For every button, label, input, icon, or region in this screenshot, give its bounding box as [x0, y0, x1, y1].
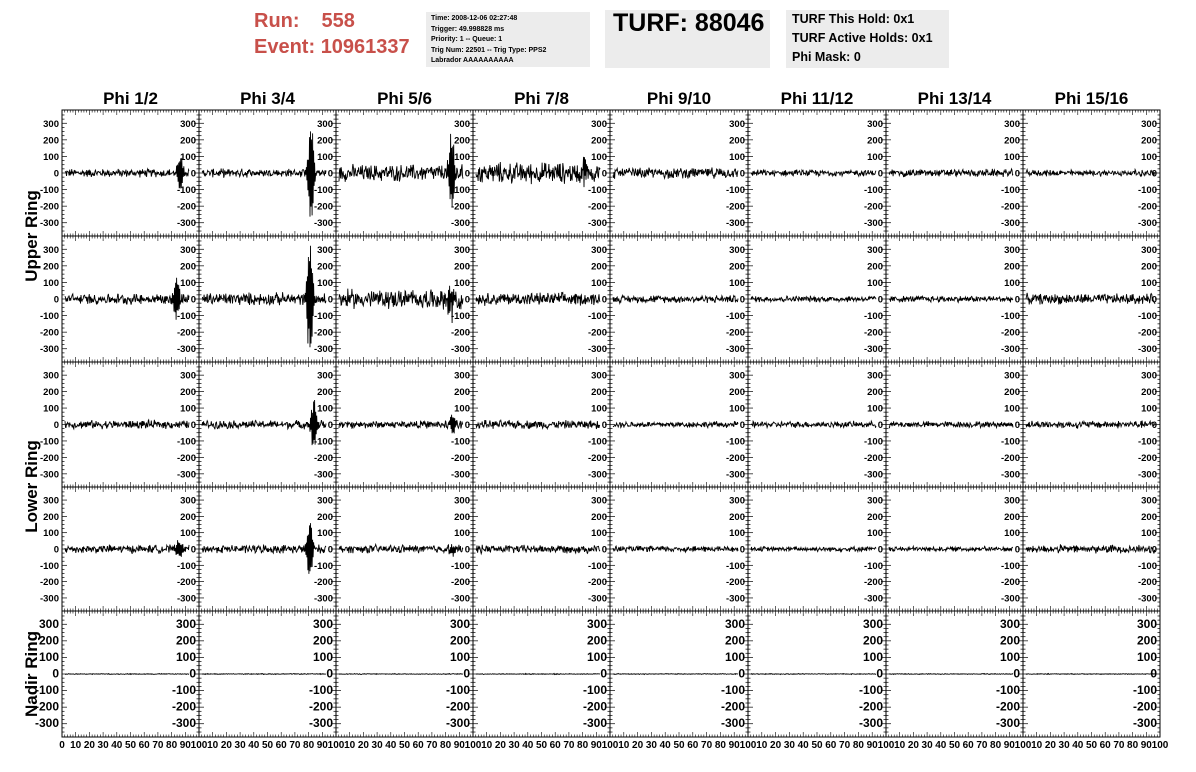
y-tick-label: 300 — [180, 118, 196, 130]
row-label: Lower Ring — [22, 440, 41, 533]
y-tick-label: -200 — [1000, 327, 1020, 339]
y-tick-label: 0 — [739, 294, 745, 306]
y-tick-label: -300 — [313, 593, 333, 605]
y-tick-label: 100 — [43, 277, 59, 289]
y-tick-label: 100 — [591, 277, 607, 289]
y-tick-label: -200 — [39, 452, 59, 464]
y-tick-label: 100 — [1004, 277, 1020, 289]
y-tick-label: -300 — [176, 344, 196, 356]
y-tick-label: 100 — [1141, 277, 1157, 289]
y-tick-label: 100 — [591, 403, 607, 415]
y-tick-label: -300 — [313, 344, 333, 356]
y-tick-label: -300 — [450, 218, 470, 230]
y-tick-label: 0 — [739, 168, 745, 180]
y-tick-label: -300 — [176, 469, 196, 481]
y-tick-label: -200 — [450, 327, 470, 339]
y-tick-label: 0 — [53, 544, 59, 556]
y-tick-label: -100 — [39, 311, 59, 323]
y-tick-label: -200 — [1137, 327, 1157, 339]
info-trignum: Trig Num: 22501 -- Trig Type: PPS2 — [431, 46, 547, 54]
waveform-series — [613, 546, 738, 552]
y-tick-label: 200 — [729, 135, 745, 147]
y-tick-label: 200 — [317, 511, 333, 523]
y-tick-label: 200 — [729, 387, 745, 399]
y-tick-label: -100 — [1137, 436, 1157, 448]
y-tick-label: -100 — [313, 185, 333, 197]
y-tick-label: -100 — [725, 436, 745, 448]
y-tick-label: 300 — [43, 118, 59, 130]
y-tick-label: -300 — [863, 469, 883, 481]
y-tick-label: -100 — [1137, 185, 1157, 197]
waveform-series — [1026, 421, 1155, 429]
waveform-series — [1026, 170, 1155, 177]
waveform-series — [476, 157, 600, 187]
y-tick-label: -100 — [39, 560, 59, 572]
y-tick-label: -100 — [176, 311, 196, 323]
y-tick-label: 300 — [867, 118, 883, 130]
column-header: Phi 13/14 — [917, 89, 992, 108]
y-tick-label: 0 — [1014, 420, 1020, 431]
y-tick-label: -100 — [725, 185, 745, 197]
waveform-series — [1026, 293, 1155, 305]
y-tick-label: 200 — [317, 135, 333, 147]
y-tick-label: -100 — [313, 311, 333, 323]
y-tick-label: 0 — [464, 420, 470, 431]
y-tick-label: 300 — [317, 118, 333, 130]
waveform-series — [339, 544, 463, 557]
y-tick-label: -100 — [1000, 185, 1020, 197]
waveform-series — [65, 158, 189, 188]
y-tick-label: 300 — [1004, 118, 1020, 130]
y-tick-label: -200 — [587, 577, 607, 589]
waveform-series — [751, 421, 876, 428]
y-tick-label: 100 — [317, 403, 333, 415]
y-tick-label: 100 — [729, 528, 745, 540]
y-tick-label: 300 — [1141, 244, 1157, 256]
column-header: Phi 9/10 — [646, 89, 712, 108]
y-tick-label: 300 — [591, 244, 607, 256]
y-tick-label: -100 — [1137, 311, 1157, 323]
y-tick-label: -100 — [863, 311, 883, 323]
waveform-series — [202, 400, 326, 445]
y-tick-label: 200 — [591, 511, 607, 523]
y-tick-label: 200 — [454, 511, 470, 523]
y-tick-label: 300 — [591, 370, 607, 382]
waveform-series — [65, 420, 189, 429]
y-tick-label: -300 — [863, 218, 883, 230]
y-tick-label: -100 — [587, 185, 607, 197]
y-tick-label: -300 — [313, 469, 333, 481]
y-tick-label: 300 — [317, 495, 333, 507]
y-tick-label: 100 — [43, 528, 59, 540]
y-tick-label: 0 — [464, 544, 470, 556]
y-tick-label: 0 — [601, 544, 607, 556]
y-tick-label: -200 — [176, 577, 196, 589]
y-tick-label: -200 — [725, 452, 745, 464]
waveform-series — [65, 540, 189, 557]
y-tick-label: -200 — [39, 327, 59, 339]
y-tick-label: 200 — [729, 261, 745, 273]
y-tick-label: 100 — [1004, 151, 1020, 163]
waveform-series — [613, 168, 738, 179]
y-tick-label: -200 — [587, 327, 607, 339]
y-tick-label: 200 — [867, 135, 883, 147]
y-tick-label: -300 — [313, 218, 333, 230]
y-tick-label: 200 — [867, 261, 883, 273]
y-tick-label: 300 — [729, 495, 745, 507]
column-header: Phi 3/4 — [240, 89, 295, 108]
y-tick-label: 200 — [180, 261, 196, 273]
y-tick-label: 0 — [1014, 168, 1020, 180]
row-label: Upper Ring — [22, 190, 41, 282]
y-tick-label: -200 — [725, 327, 745, 339]
y-tick-label: 0 — [190, 168, 196, 180]
y-tick-label: -300 — [450, 593, 470, 605]
y-tick-label: -100 — [176, 436, 196, 448]
info-trigger: Trigger: 49.998828 ms — [431, 25, 505, 33]
y-tick-label: 300 — [180, 495, 196, 507]
y-tick-label: -200 — [1000, 452, 1020, 464]
y-tick-label: 300 — [317, 370, 333, 382]
waveform-series — [751, 170, 876, 177]
y-tick-label: 0 — [1151, 294, 1157, 306]
column-header: Phi 7/8 — [514, 89, 569, 108]
turf-active-holds: TURF Active Holds: 0x1 — [792, 31, 933, 45]
y-tick-label: 100 — [180, 277, 196, 289]
y-tick-label: 0 — [190, 544, 196, 556]
row-label: Nadir Ring — [22, 631, 41, 717]
y-tick-label: -200 — [863, 452, 883, 464]
waveform-series — [613, 421, 738, 428]
waveform-series — [339, 286, 463, 323]
y-tick-label: -200 — [1000, 201, 1020, 213]
y-tick-label: -100 — [1000, 311, 1020, 323]
y-tick-label: -200 — [313, 452, 333, 464]
y-tick-label: -300 — [725, 593, 745, 605]
y-tick-label: 100 — [867, 277, 883, 289]
y-tick-label: 200 — [180, 387, 196, 399]
y-tick-label: 300 — [454, 495, 470, 507]
y-tick-label: 300 — [729, 370, 745, 382]
y-tick-label: 100 — [180, 528, 196, 540]
y-tick-label: 200 — [1141, 135, 1157, 147]
y-tick-label: 100 — [729, 403, 745, 415]
run-label: Run: — [254, 10, 300, 32]
y-tick-label: 200 — [43, 511, 59, 523]
y-tick-label: -300 — [176, 218, 196, 230]
y-tick-label: 100 — [43, 151, 59, 163]
y-tick-label: 0 — [601, 294, 607, 306]
y-tick-label: 0 — [464, 168, 470, 180]
y-tick-label: 200 — [1004, 135, 1020, 147]
y-tick-label: -300 — [39, 218, 59, 230]
y-tick-label: 200 — [1141, 261, 1157, 273]
y-tick-label: 0 — [739, 544, 745, 556]
y-tick-label: -300 — [450, 469, 470, 481]
y-tick-label: -100 — [450, 436, 470, 448]
y-tick-label: -100 — [176, 560, 196, 572]
y-tick-label: -200 — [176, 452, 196, 464]
y-tick-label: -100 — [863, 185, 883, 197]
y-tick-label: -300 — [587, 344, 607, 356]
y-tick-label: 0 — [739, 420, 745, 431]
y-tick-label: 0 — [327, 168, 333, 180]
y-tick-label: -100 — [587, 436, 607, 448]
waveform-series — [751, 296, 876, 303]
y-tick-label: 200 — [180, 135, 196, 147]
y-tick-label: 100 — [867, 403, 883, 415]
y-tick-label: 100 — [1141, 403, 1157, 415]
y-tick-label: -200 — [39, 577, 59, 589]
y-tick-label: 100 — [317, 277, 333, 289]
waveform-series — [889, 296, 1013, 303]
waveform-series — [202, 523, 326, 574]
y-tick-label: 0 — [877, 294, 883, 306]
y-tick-label: 100 — [591, 528, 607, 540]
info-labrador: Labrador AAAAAAAAAA — [431, 57, 514, 64]
y-tick-label: 100 — [454, 277, 470, 289]
waveform-series — [889, 421, 1013, 427]
y-tick-label: -300 — [1137, 218, 1157, 230]
y-tick-label: -300 — [176, 593, 196, 605]
y-tick-label: -300 — [1000, 469, 1020, 481]
waveform-series — [613, 295, 738, 303]
y-tick-label: 200 — [591, 261, 607, 273]
y-tick-label: -200 — [587, 201, 607, 213]
y-tick-label: 200 — [729, 511, 745, 523]
y-tick-label: 300 — [729, 244, 745, 256]
run-value: 558 — [321, 10, 355, 32]
y-tick-label: -200 — [725, 201, 745, 213]
y-tick-label: 300 — [867, 244, 883, 256]
y-tick-label: -100 — [587, 560, 607, 572]
waveform-series — [339, 134, 463, 207]
y-tick-label: 300 — [317, 244, 333, 256]
y-tick-label: 100 — [317, 528, 333, 540]
event-label: Event: — [254, 36, 316, 58]
y-tick-label: -100 — [450, 560, 470, 572]
y-tick-label: -100 — [863, 436, 883, 448]
y-tick-label: -300 — [1137, 469, 1157, 481]
y-tick-label: 0 — [601, 420, 607, 431]
panel-frame — [610, 487, 748, 611]
y-tick-label: 100 — [1004, 403, 1020, 415]
column-header: Phi 15/16 — [1054, 89, 1129, 108]
info-priority: Priority: 1 -- Queue: 1 — [431, 36, 503, 43]
y-tick-label: -200 — [313, 327, 333, 339]
y-tick-label: -100 — [1000, 436, 1020, 448]
y-tick-label: 200 — [1004, 387, 1020, 399]
y-tick-label: 200 — [454, 135, 470, 147]
y-tick-label: -200 — [450, 201, 470, 213]
y-tick-label: 0 — [53, 168, 59, 180]
y-tick-label: 300 — [591, 495, 607, 507]
y-tick-label: -100 — [176, 185, 196, 197]
waveform-series — [339, 415, 463, 434]
y-tick-label: -300 — [863, 344, 883, 356]
y-tick-label: 100 — [454, 403, 470, 415]
y-tick-label: -200 — [39, 201, 59, 213]
y-tick-label: 300 — [454, 118, 470, 130]
y-tick-label: 0 — [464, 294, 470, 306]
y-tick-label: 200 — [591, 387, 607, 399]
y-tick-label: 0 — [53, 420, 59, 431]
y-tick-label: 100 — [1141, 151, 1157, 163]
waveform-series — [65, 278, 189, 320]
column-header: Phi 11/12 — [780, 89, 854, 108]
y-tick-label: 200 — [180, 511, 196, 523]
y-tick-label: 300 — [1141, 118, 1157, 130]
waveform-series — [476, 545, 600, 554]
y-tick-label: -200 — [1137, 201, 1157, 213]
y-tick-label: 100 — [43, 403, 59, 415]
y-tick-label: -100 — [450, 185, 470, 197]
y-tick-label: 0 — [877, 168, 883, 180]
y-tick-label: 200 — [43, 261, 59, 273]
y-tick-label: 300 — [1004, 244, 1020, 256]
y-tick-label: 200 — [454, 387, 470, 399]
turf-this-hold: TURF This Hold: 0x1 — [792, 12, 915, 26]
y-tick-label: -100 — [725, 560, 745, 572]
y-tick-label: 0 — [53, 294, 59, 306]
y-tick-label: -200 — [863, 201, 883, 213]
y-tick-label: 200 — [43, 135, 59, 147]
y-tick-label: 200 — [591, 135, 607, 147]
y-tick-label: 100 — [729, 151, 745, 163]
y-tick-label: 0 — [1151, 168, 1157, 180]
y-tick-label: 200 — [317, 387, 333, 399]
y-tick-label: 0 — [190, 420, 196, 431]
phi-mask: Phi Mask: 0 — [792, 50, 861, 64]
y-tick-label: -100 — [313, 436, 333, 448]
y-tick-label: -200 — [1137, 452, 1157, 464]
y-tick-label: 0 — [327, 544, 333, 556]
y-tick-label: -200 — [450, 452, 470, 464]
y-tick-label: -200 — [587, 452, 607, 464]
waveform-series — [202, 246, 326, 347]
y-tick-label: -300 — [1000, 218, 1020, 230]
y-tick-label: 300 — [1141, 370, 1157, 382]
y-tick-label: 100 — [454, 151, 470, 163]
y-tick-label: 300 — [43, 495, 59, 507]
waveform-series — [476, 292, 600, 306]
y-tick-label: -200 — [863, 327, 883, 339]
y-tick-label: 300 — [454, 370, 470, 382]
y-tick-label: 0 — [877, 420, 883, 431]
y-tick-label: -100 — [587, 311, 607, 323]
y-tick-label: 300 — [43, 370, 59, 382]
y-tick-label: 100 — [454, 528, 470, 540]
y-tick-label: 0 — [1151, 420, 1157, 431]
y-tick-label: 200 — [317, 261, 333, 273]
waveform-series — [202, 131, 326, 216]
turf-value: TURF: 88046 — [613, 9, 765, 37]
y-tick-label: -300 — [1000, 344, 1020, 356]
y-tick-label: -300 — [725, 344, 745, 356]
y-tick-label: -300 — [450, 344, 470, 356]
y-tick-label: -100 — [313, 560, 333, 572]
y-tick-label: 300 — [1004, 370, 1020, 382]
y-tick-label: 300 — [43, 244, 59, 256]
y-tick-label: 300 — [180, 370, 196, 382]
y-tick-label: -300 — [39, 344, 59, 356]
y-tick-label: 200 — [867, 387, 883, 399]
y-tick-label: 300 — [729, 118, 745, 130]
y-tick-label: -300 — [39, 593, 59, 605]
y-tick-label: 300 — [180, 244, 196, 256]
y-tick-label: 200 — [454, 261, 470, 273]
y-tick-label: -300 — [725, 218, 745, 230]
y-tick-label: 0 — [327, 420, 333, 431]
y-tick-label: 300 — [454, 244, 470, 256]
y-tick-label: -300 — [587, 593, 607, 605]
y-tick-label: -300 — [39, 469, 59, 481]
y-tick-label: -200 — [313, 577, 333, 589]
y-tick-label: 200 — [1141, 387, 1157, 399]
y-tick-label: 200 — [43, 387, 59, 399]
waveform-series — [889, 169, 1013, 177]
event-value: 10961337 — [320, 36, 410, 58]
y-tick-label: 0 — [601, 168, 607, 180]
y-tick-label: -100 — [450, 311, 470, 323]
column-header: Phi 5/6 — [377, 89, 432, 108]
y-tick-label: -200 — [725, 577, 745, 589]
y-tick-label: 300 — [867, 370, 883, 382]
y-tick-label: -100 — [725, 311, 745, 323]
y-tick-label: -200 — [450, 577, 470, 589]
y-tick-label: -300 — [725, 469, 745, 481]
y-tick-label: 100 — [867, 151, 883, 163]
y-tick-label: -300 — [587, 218, 607, 230]
y-tick-label: 100 — [591, 151, 607, 163]
y-tick-label: -300 — [1137, 344, 1157, 356]
y-tick-label: 100 — [180, 403, 196, 415]
y-tick-label: 100 — [729, 277, 745, 289]
info-time: Time: 2008-12-06 02:27:48 — [431, 15, 518, 22]
y-tick-label: 0 — [327, 294, 333, 306]
y-tick-label: -200 — [176, 201, 196, 213]
y-tick-label: -100 — [39, 185, 59, 197]
y-tick-label: -200 — [176, 327, 196, 339]
y-tick-label: 0 — [1014, 294, 1020, 306]
y-tick-label: 100 — [180, 151, 196, 163]
y-tick-label: -300 — [587, 469, 607, 481]
waveform-series — [476, 420, 600, 429]
column-header: Phi 1/2 — [103, 89, 158, 108]
y-tick-label: 100 — [317, 151, 333, 163]
y-tick-label: 300 — [591, 118, 607, 130]
y-tick-label: -200 — [313, 201, 333, 213]
y-tick-label: 200 — [1004, 261, 1020, 273]
y-tick-label: 0 — [190, 294, 196, 306]
y-tick-label: -100 — [39, 436, 59, 448]
